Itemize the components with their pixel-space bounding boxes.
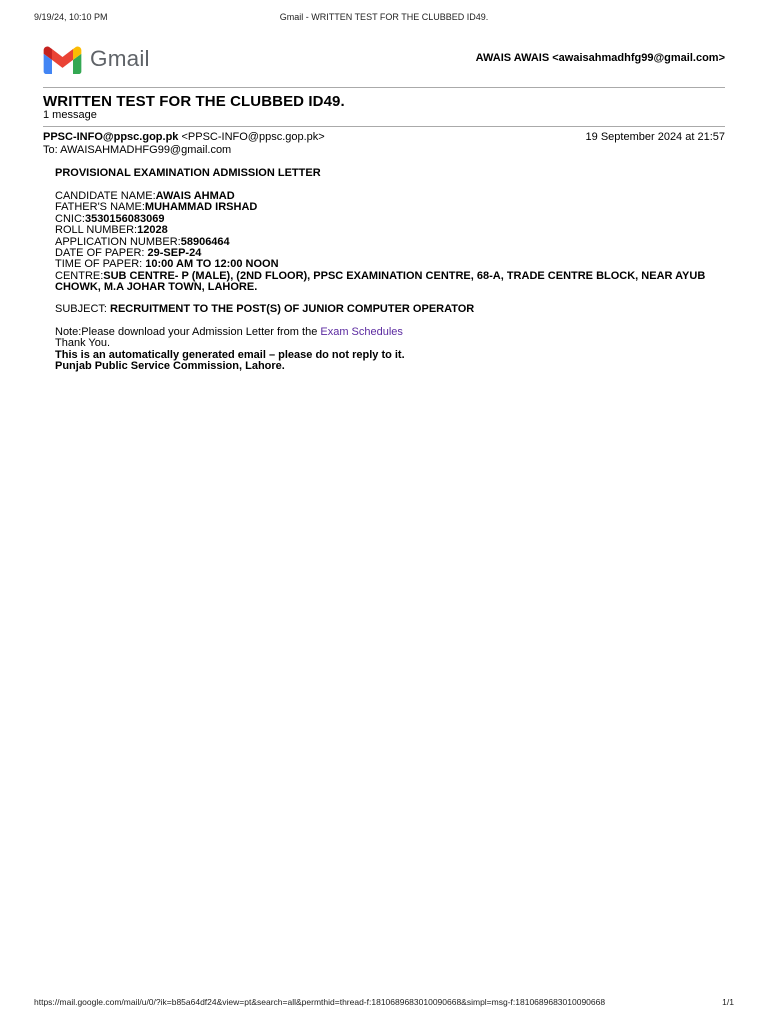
field-label: ROLL NUMBER: xyxy=(55,224,138,237)
print-header xyxy=(34,12,734,26)
field-label: FATHER'S NAME: xyxy=(55,201,145,214)
exam-schedules-link[interactable]: Exam Schedules xyxy=(320,326,403,338)
field-value: 10:00 AM TO 12:00 NOON xyxy=(145,258,279,271)
gmail-wordmark: Gmail xyxy=(90,46,150,71)
page-number: 1/1 xyxy=(722,997,734,1007)
field-centre xyxy=(55,271,710,294)
sender-name: PPSC-INFO@ppsc.gop.pk xyxy=(43,131,179,143)
field-value: AWAIS AHMAD xyxy=(155,190,235,202)
gmail-m-icon xyxy=(43,45,82,74)
candidate-details xyxy=(55,191,710,294)
field-value: 29-SEP-24 xyxy=(147,247,202,260)
closing-block xyxy=(55,327,710,373)
letter-heading xyxy=(55,168,710,179)
note-text: Note:Please download your Admission Letter from the xyxy=(55,326,321,338)
field-label: DATE OF PAPER: xyxy=(55,247,148,260)
logo-row xyxy=(43,42,725,76)
sender-address: <PPSC-INFO@ppsc.gop.pk> xyxy=(181,131,325,143)
message-divider xyxy=(43,126,725,127)
print-datetime: 9/19/24, 10:10 PM xyxy=(34,12,108,22)
field-label: CENTRE: xyxy=(55,269,104,282)
gmail-logo[interactable] xyxy=(43,44,150,74)
note-line xyxy=(55,327,710,338)
field-label: APPLICATION NUMBER: xyxy=(55,235,181,248)
field-value: 3530156083069 xyxy=(84,212,165,225)
thanks-line: Thank You. xyxy=(55,337,111,350)
message-date: 19 September 2024 at 21:57 xyxy=(585,131,725,143)
subject-line xyxy=(55,304,710,315)
subject-value: RECRUITMENT TO THE POST(S) OF JUNIOR COMPUTER OPERATOR xyxy=(110,303,475,315)
field-label: CANDIDATE NAME: xyxy=(55,190,156,202)
field-label: TIME OF PAPER: xyxy=(55,258,146,271)
letter-title: PROVISIONAL EXAMINATION ADMISSION LETTER xyxy=(55,167,321,179)
auto-generated-notice: This is an automatically generated email – please do not reply to it. xyxy=(55,348,405,361)
field-value: 58906464 xyxy=(180,235,230,248)
field-value: MUHAMMAD IRSHAD xyxy=(144,201,258,214)
print-footer xyxy=(34,997,734,1011)
signature: Punjab Public Service Commission, Lahore. xyxy=(55,360,285,373)
account-email: AWAIS AWAIS <awaisahmadhfg99@gmail.com> xyxy=(475,52,725,64)
field-label: CNIC: xyxy=(55,212,85,225)
recipient-line: To: AWAISAHMADHFG99@gmail.com xyxy=(43,144,232,156)
field-value: SUB CENTRE- P (MALE), (2ND FLOOR), PPSC EXAMINATION CENTRE, 68-A, TRADE CENTRE BLOCK, NEAR AYUB CHOWK, M.A JOHAR TOWN, LAHORE. xyxy=(55,269,706,294)
field-value: 12028 xyxy=(137,224,168,237)
print-url: https://mail.google.com/mail/u/0/?ik=b85a64df24&view=pt&search=all&permthid=thread-f:1810689683010090668&simpl=msg-f:1810689683010090668 xyxy=(34,997,606,1007)
print-page-title: Gmail - WRITTEN TEST FOR THE CLUBBED ID49. xyxy=(279,12,489,22)
message-count: 1 message xyxy=(43,109,97,121)
subject-label: SUBJECT: xyxy=(55,303,111,315)
header-divider xyxy=(43,87,725,88)
sender-line xyxy=(43,131,325,143)
thread-subject: WRITTEN TEST FOR THE CLUBBED ID49. xyxy=(43,93,345,110)
